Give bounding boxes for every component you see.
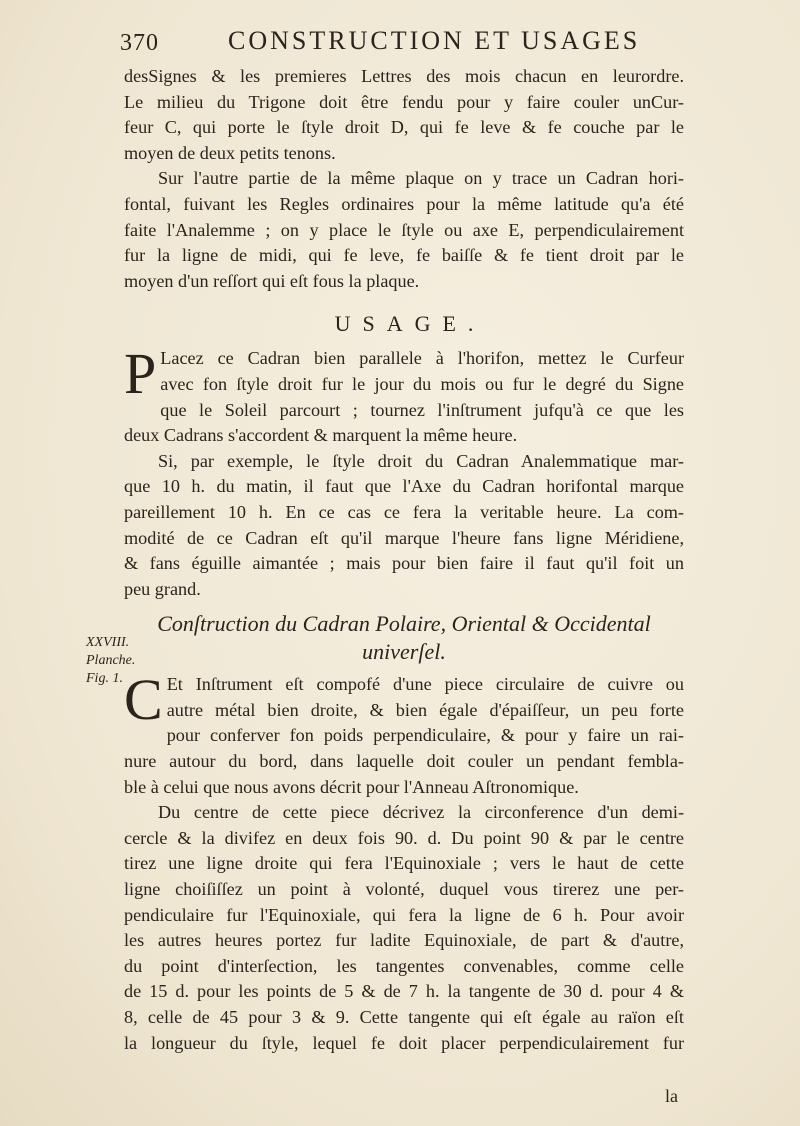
text-line: ligne choiſiſſez un point à volonté, duquel vous tirerez une per- bbox=[124, 879, 684, 900]
section-title: Conſtruction du Cadran Polaire, Oriental & Occidental bbox=[157, 611, 651, 637]
section-title-continued: univerſel. bbox=[362, 639, 446, 665]
text-line: moyen d'un reſſort qui eſt fous la plaque. bbox=[124, 270, 420, 291]
text-line: Sur l'autre partie de la même plaque on y trace un Cadran hori- bbox=[158, 168, 684, 189]
margin-figure: Fig. 1. bbox=[86, 671, 123, 686]
text-line: ble à celui que nous avons décrit pour l'Anneau Aſtronomique. bbox=[124, 776, 579, 797]
paragraph-4 bbox=[124, 449, 684, 603]
text-line: 8, celle de 45 pour 3 & 9. Cette tangente qui eſt égale au raïon eſt bbox=[124, 1007, 684, 1027]
text-line: les autres heures portez fur ladite Equinoxiale, de part & d'autre, bbox=[124, 930, 684, 951]
catchword: la bbox=[665, 1086, 678, 1106]
text-line: desSignes & les premieres Lettres des mois chacun en leurordre. bbox=[124, 66, 684, 86]
text-line: moyen de deux petits tenons. bbox=[124, 142, 336, 163]
usage-heading: USAGE. bbox=[334, 311, 486, 337]
text-line: pendiculaire fur l'Equinoxiale, qui fera la ligne de 6 h. Pour avoir bbox=[124, 904, 684, 925]
text-line: autre métal bien droite, & bien égale d'épaiſſeur, un peu forte bbox=[166, 699, 684, 720]
page-number: 370 bbox=[120, 30, 159, 56]
text-line: que le Soleil parcourt ; tournez l'inſtrument jufqu'à ce que les bbox=[160, 399, 684, 420]
paragraph-3 bbox=[124, 346, 684, 448]
paragraph-1 bbox=[124, 64, 684, 166]
text-line: pareillement 10 h. En ce cas ce fera la veritable heure. La com- bbox=[124, 501, 684, 522]
text-line: feur C, qui porte le ſtyle droit D, qui fe leve & fe couche par le bbox=[124, 117, 684, 138]
text-line: tirez une ligne droite qui fera l'Equinoxiale ; vers le haut de cette bbox=[124, 853, 684, 874]
paragraph-2 bbox=[124, 166, 684, 294]
text-line: faite l'Analemme ; on y place le ſtyle ou axe E, perpendiculairement bbox=[124, 219, 684, 240]
text-line: de 15 d. pour les points de 5 & de 7 h. la tangente de 30 d. pour 4 & bbox=[124, 981, 684, 1002]
text-line: Lacez ce Cadran bien parallele à l'horifon, mettez le Curfeur bbox=[160, 348, 684, 369]
paragraph-5 bbox=[124, 672, 684, 800]
text-column bbox=[124, 64, 684, 1056]
text-line: deux Cadrans s'accordent & marquent la même heure. bbox=[124, 425, 518, 446]
page-header bbox=[120, 26, 680, 60]
margin-planche: Planche. bbox=[86, 653, 136, 668]
text-line: fontal, fuivant les Regles ordinaires pour la même latitude qu'a été bbox=[124, 193, 684, 214]
paragraph-6 bbox=[124, 800, 684, 1056]
text-line: modité de ce Cadran eſt qu'il marque l'heure fans ligne Méridiene, bbox=[124, 527, 684, 548]
text-line: & fans éguille aimantée ; mais pour bien faire il faut qu'il foit un bbox=[124, 553, 684, 574]
drop-cap: C bbox=[124, 672, 163, 733]
text-line: la longueur du ſtyle, lequel fe doit placer perpendiculairement fur bbox=[124, 1032, 684, 1053]
text-line: pour conferver fon poids perpendiculaire, & pour y faire un rai- bbox=[166, 725, 684, 746]
text-line: Du centre de cette piece décrivez la circonference d'un demi- bbox=[158, 802, 684, 823]
text-line: avec fon ſtyle droit fur le jour du mois ou fur le degré du Signe bbox=[160, 373, 684, 394]
text-line: peu grand. bbox=[124, 578, 201, 599]
text-line: Et Inſtrument eſt compofé d'une piece circulaire de cuivre ou bbox=[166, 674, 684, 695]
text-line: cercle & la divifez en deux fois 90. d. Du point 90 & par le centre bbox=[124, 827, 684, 848]
drop-cap: P bbox=[124, 346, 157, 407]
text-line: que 10 h. du matin, il faut que l'Axe du Cadran horifontal marque bbox=[124, 476, 684, 497]
text-line: nure autour du bord, dans laquelle doit couler un pendant fembla- bbox=[124, 751, 684, 772]
text-line: fur la ligne de midi, qui fe leve, fe baiſſe & fe tient droit par le bbox=[124, 245, 684, 266]
margin-plate-number: XXVIII. bbox=[86, 635, 130, 650]
text-line: Si, par exemple, le ſtyle droit du Cadran Analemmatique mar- bbox=[158, 450, 684, 471]
running-head: CONSTRUCTION ET USAGES bbox=[228, 26, 641, 55]
text-line: du point d'interſection, les tangentes convenables, comme celle bbox=[124, 955, 684, 976]
text-line: Le milieu du Trigone doit être fendu pour y faire couler unCur- bbox=[124, 91, 684, 112]
